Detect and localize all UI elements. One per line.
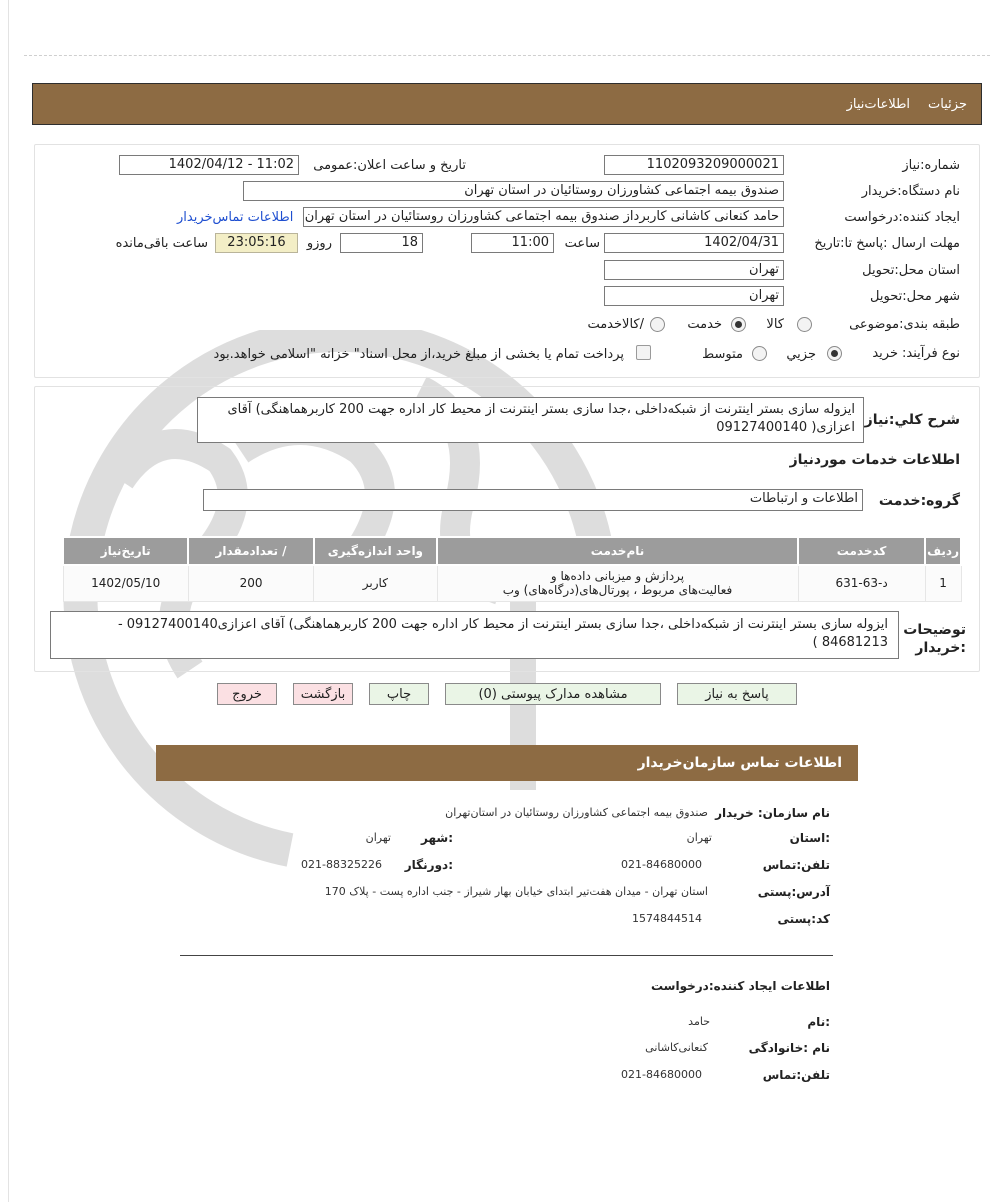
- contact-city-value: تهران: [365, 831, 391, 844]
- table-row: [63, 565, 961, 601]
- deadline-time-field: 11:00: [471, 233, 554, 253]
- deadline-date-field: 1402/04/31: [604, 233, 784, 253]
- process-medium-radio[interactable]: [752, 346, 767, 361]
- category-service-radio[interactable]: [731, 317, 746, 332]
- top-dashed-divider: [24, 55, 990, 56]
- process-buy-label: خرید: [872, 346, 898, 361]
- col-unit: واحد اندازه‌گیری: [314, 537, 437, 565]
- category-goods-label: کالا: [766, 317, 784, 332]
- general-description-label: شرح کلي:نیاز: [864, 412, 960, 428]
- general-description-field: ایزوله سازی بستر اینترنت از شبکه‌داخلی ،جدا سازی بستر اینترنت از محیط کار اداره جهت 200 کاربرهماهنگی) آقای اعزازی( 09127400140: [197, 397, 864, 443]
- creator-label: ایجاد کننده:درخواست: [844, 210, 960, 225]
- category-service-label: خدمت: [687, 317, 722, 332]
- category-goods-service-label: /کالاخدمت: [587, 317, 644, 332]
- process-type-label: نوع فرآیند:: [902, 346, 960, 361]
- col-service-code: کدخدمت: [798, 537, 925, 565]
- creator-field: حامد کنعانی کاشانی کاربرداز صندوق بیمه اجتماعی کشاورزان روستائیان در استان تهران: [303, 207, 784, 227]
- attachments-button[interactable]: مشاهده مدارک پیوستی (0): [445, 683, 661, 705]
- need-number-field: 1102093209000021: [604, 155, 784, 175]
- exit-button[interactable]: خروج: [217, 683, 277, 705]
- process-medium-label: متوسط: [702, 347, 743, 362]
- service-group-label: گروه:خدمت: [878, 493, 960, 509]
- address-value: استان تهران - میدان هفت‌تیر ابتدای خیابان بهار شیراز - جنب اداره پست - پلاک 170: [324, 885, 708, 898]
- cell-unit: کاربر: [314, 565, 437, 601]
- creator-family-value: کنعانی‌کاشانی: [645, 1041, 708, 1054]
- process-partial-radio[interactable]: [827, 346, 842, 361]
- contact-province-value: تهران: [686, 831, 712, 844]
- buyer-contact-link[interactable]: اطلاعات تماس‌خریدار: [177, 210, 294, 225]
- org-label: نام سازمان: خریدار: [715, 806, 830, 820]
- treasury-payment-checkbox[interactable]: [636, 345, 651, 360]
- creator-name-value: حامد: [688, 1015, 710, 1028]
- days-label: روزو: [306, 236, 332, 251]
- page-title-bar: [32, 83, 982, 125]
- deadline-time-label: ساعت: [564, 236, 600, 251]
- buyer-org-field: صندوق بیمه اجتماعی کشاورزان روستائیان در استان تهران: [243, 181, 784, 201]
- process-partial-label: جزیي: [786, 347, 816, 362]
- buyer-notes-label-2: :خریدار: [915, 640, 966, 656]
- contact-city-label: :شهر: [421, 831, 453, 845]
- address-label: آدرس:پستی: [757, 885, 830, 899]
- creator-phone-label: تلفن:تماس: [762, 1068, 830, 1082]
- announce-label: تاریخ و ساعت اعلان:عمومی: [313, 158, 466, 173]
- need-info-panel: [34, 144, 980, 378]
- buyer-notes-field: ایزوله سازی بستر اینترنت از شبکه‌داخلی ،جدا سازی بستر اینترنت از محیط کار اداره جهت 200 کاربرهماهنگی) آقای اعزازی09127400140 - 84681213 ): [50, 611, 899, 659]
- tab-need-info[interactable]: اطلاعات‌نیاز: [846, 96, 911, 112]
- cell-service-code: د-63-631: [798, 565, 925, 601]
- phone-label: تلفن:تماس: [762, 858, 830, 872]
- cell-need-date: 1402/05/10: [63, 565, 188, 601]
- city-field: تهران: [604, 286, 784, 306]
- creator-name-label: :نام: [807, 1015, 830, 1029]
- contact-divider: [180, 955, 833, 956]
- required-services-heading: اطلاعات خدمات موردنیاز: [789, 452, 960, 468]
- creator-family-label: نام :خانوادگی: [748, 1041, 830, 1055]
- cell-quantity: 200: [188, 565, 313, 601]
- category-label: طبقه بندی:موضوعی: [849, 317, 960, 332]
- announce-datetime-field: 1402/04/12 - 11:02: [119, 155, 299, 175]
- remaining-label: ساعت باقی‌مانده: [115, 236, 208, 251]
- days-field: 18: [340, 233, 423, 253]
- cell-row: 1: [925, 565, 961, 601]
- service-name-line1: پردازش و میزبانی داده‌ها و: [550, 569, 685, 584]
- phone-value: 021-84680000: [621, 858, 702, 871]
- deadline-label: مهلت ارسال :پاسخ تا:تاریخ: [814, 236, 960, 251]
- print-button[interactable]: چاپ: [369, 683, 429, 705]
- creator-phone-value: 021-84680000: [621, 1068, 702, 1081]
- page-left-border: [8, 0, 9, 1202]
- col-row: ردیف: [925, 537, 961, 565]
- postal-code-value: 1574844514: [632, 912, 702, 925]
- services-table-header: [63, 537, 961, 565]
- need-number-label: شماره:نیاز: [902, 158, 960, 173]
- tab-details[interactable]: جزئیات: [928, 96, 967, 112]
- city-label: شهر محل:تحویل: [870, 289, 960, 304]
- back-button[interactable]: بازگشت: [293, 683, 353, 705]
- fax-value: 021-88325226: [301, 858, 382, 871]
- col-need-date: تاریخ‌نیاز: [63, 537, 188, 565]
- service-name-line2: فعالیت‌های مربوط ، پورتال‌های(درگاه‌های) وب: [502, 583, 733, 598]
- cell-service-name: [437, 565, 798, 601]
- postal-code-label: کد:پستی: [777, 912, 830, 926]
- service-group-field: اطلاعات و ارتباطات: [203, 489, 863, 511]
- buyer-org-label: نام دستگاه:خریدار: [861, 184, 960, 199]
- creator-info-title: اطلاعات ایجاد کننده:درخواست: [650, 979, 830, 993]
- col-quantity: / تعدادمقدار: [188, 537, 313, 565]
- treasury-payment-note: پرداخت تمام یا بخشی از مبلغ خرید،از محل اسناد" خزانه "اسلامی خواهد.بود: [213, 347, 624, 362]
- contact-province-label: :استان: [789, 831, 830, 845]
- province-label: استان محل:تحویل: [862, 263, 960, 278]
- services-table: [62, 536, 962, 602]
- remaining-time-badge: 23:05:16: [215, 233, 298, 253]
- col-service-name: نام‌خدمت: [437, 537, 798, 565]
- buyer-contact-title-bar: اطلاعات تماس سازمان‌خریدار: [156, 745, 858, 781]
- category-goods-radio[interactable]: [797, 317, 812, 332]
- category-goods-service-radio[interactable]: [650, 317, 665, 332]
- org-value: صندوق بیمه اجتماعی کشاورزان روستائیان در استان‌تهران: [445, 806, 708, 819]
- buyer-notes-label-1: توضیحات: [903, 622, 966, 638]
- province-field: تهران: [604, 260, 784, 280]
- reply-button[interactable]: پاسخ به نیاز: [677, 683, 797, 705]
- fax-label: :دورنگار: [404, 858, 453, 872]
